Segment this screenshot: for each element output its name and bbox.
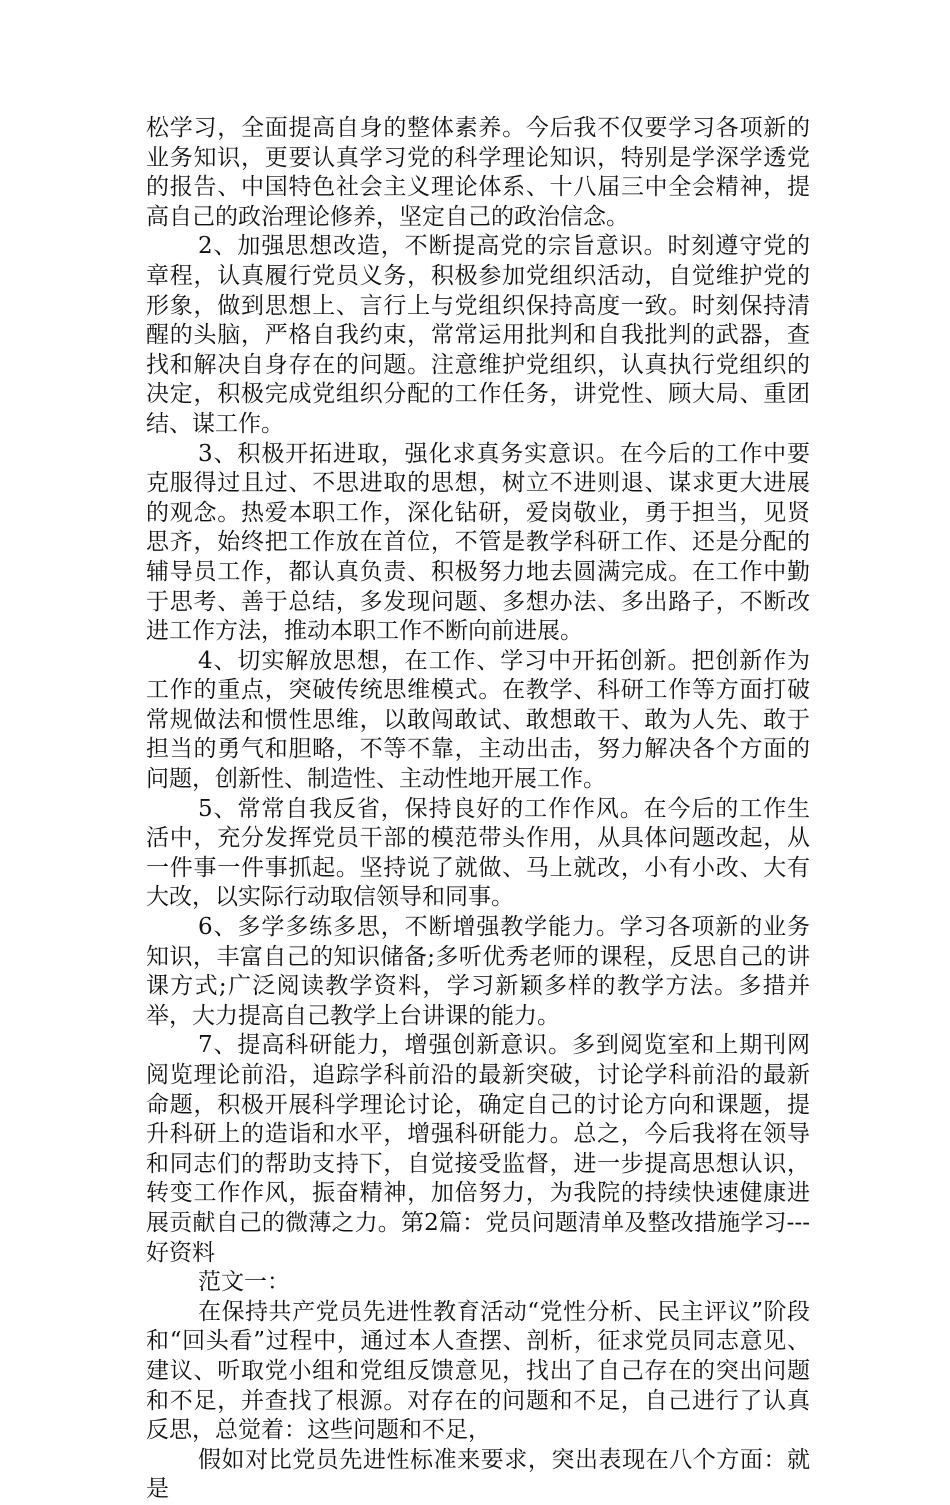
paragraph-item-7: 7、提高科研能力，增强创新意识。多到阅览室和上期刊网阅览理论前沿，追踪学科前沿的最新突破，讨论学科前沿的最新命题，积极开展科学理论讨论，确定自己的讨论方向和课题，提升科研上的造诣和水平，增强科研能力。总之，今后我将在领导和同志们的帮助支持下，自觉接受监督，进一步提高思想认识，转变工作作风，振奋精神，加倍努力，为我院的持续快速健康进展贡献自己的微薄之力。第2篇：党员问题清单及整改措施学习---好资料 <box>146 1032 810 1266</box>
paragraph-item-2: 2、加强思想改造，不断提高党的宗旨意识。时刻遵守党的章程，认真履行党员义务，积极参加党组织活动，自觉维护党的形象，做到思想上、言行上与党组织保持高度一致。时刻保持清醒的头脑，严格自我约束，常常运用批判和自我批判的武器，查找和解决自身存在的问题。注意维护党组织，认真执行党组织的决定，积极完成党组织分配的工作任务，讲党性、顾大局、重团结、谋工作。 <box>146 233 810 437</box>
paragraph-item-3: 3、积极开拓进取，强化求真务实意识。在今后的工作中要克服得过且过、不思进取的思想，树立不进则退、谋求更大进展的观念。热爱本职工作，深化钻研，爱岗敬业，勇于担当，见贤思齐，始终把工作放在首位，不管是教学科研工作、还是分配的辅导员工作，都认真负责、积极努力地去圆满完成。在工作中勤于思考、善于总结，多发现问题、多想办法、多出路子，不断改进工作方法，推动本职工作不断向前进展。 <box>146 440 810 645</box>
paragraph-sample-intro: 在保持共产党员先进性教育活动“党性分析、民主评议”阶段和“回头看”过程中，通过本人查摆、剖析，征求党员同志意见、建议、听取党小组和党组反馈意见，找出了自己存在的突出问题和不足，并查找了根源。对存在的问题和不足，自己进行了认真反思，总觉着：这些问题和不足， <box>146 1298 810 1444</box>
paragraph-continuation: 松学习，全面提高自身的整体素养。今后我不仅要学习各项新的业务知识，更要认真学习党的科学理论知识，特别是学深学透党的报告、中国特色社会主义理论体系、十八届三中全会精神，提高自己的政治理论修养，坚定自己的政治信念。 <box>146 115 810 230</box>
sample-heading: 范文一： <box>198 1269 290 1296</box>
paragraph-item-5: 5、常常自我反省，保持良好的工作作风。在今后的工作生活中，充分发挥党员干部的模范带头作用，从具体问题改起，从一件事一件事抓起。坚持说了就做、马上就改，小有小改、大有大改，以实际行动取信领导和同事。 <box>146 795 810 911</box>
paragraph-item-6: 6、多学多练多思，不断增强教学能力。学习各项新的业务知识，丰富自己的知识储备;多听优秀老师的课程，反思自己的讲课方式;广泛阅读教学资料，学习新颖多样的教学方法。多措并举，大力提高自己教学上台讲课的能力。 <box>146 914 810 1029</box>
paragraph-sample-continued: 假如对比党员先进性标准来要求，突出表现在八个方面：就是 <box>146 1446 810 1503</box>
document-body <box>146 114 810 1505</box>
paragraph-item-4: 4、切实解放思想，在工作、学习中开拓创新。把创新作为工作的重点，突破传统思维模式。在教学、科研工作等方面打破常规做法和惯性思维，以敢闯敢试、敢想敢干、敢为人先、敢于担当的勇气和胆略，不等不靠，主动出击，努力解决各个方面的问题，创新性、制造性、主动性地开展工作。 <box>146 647 810 793</box>
